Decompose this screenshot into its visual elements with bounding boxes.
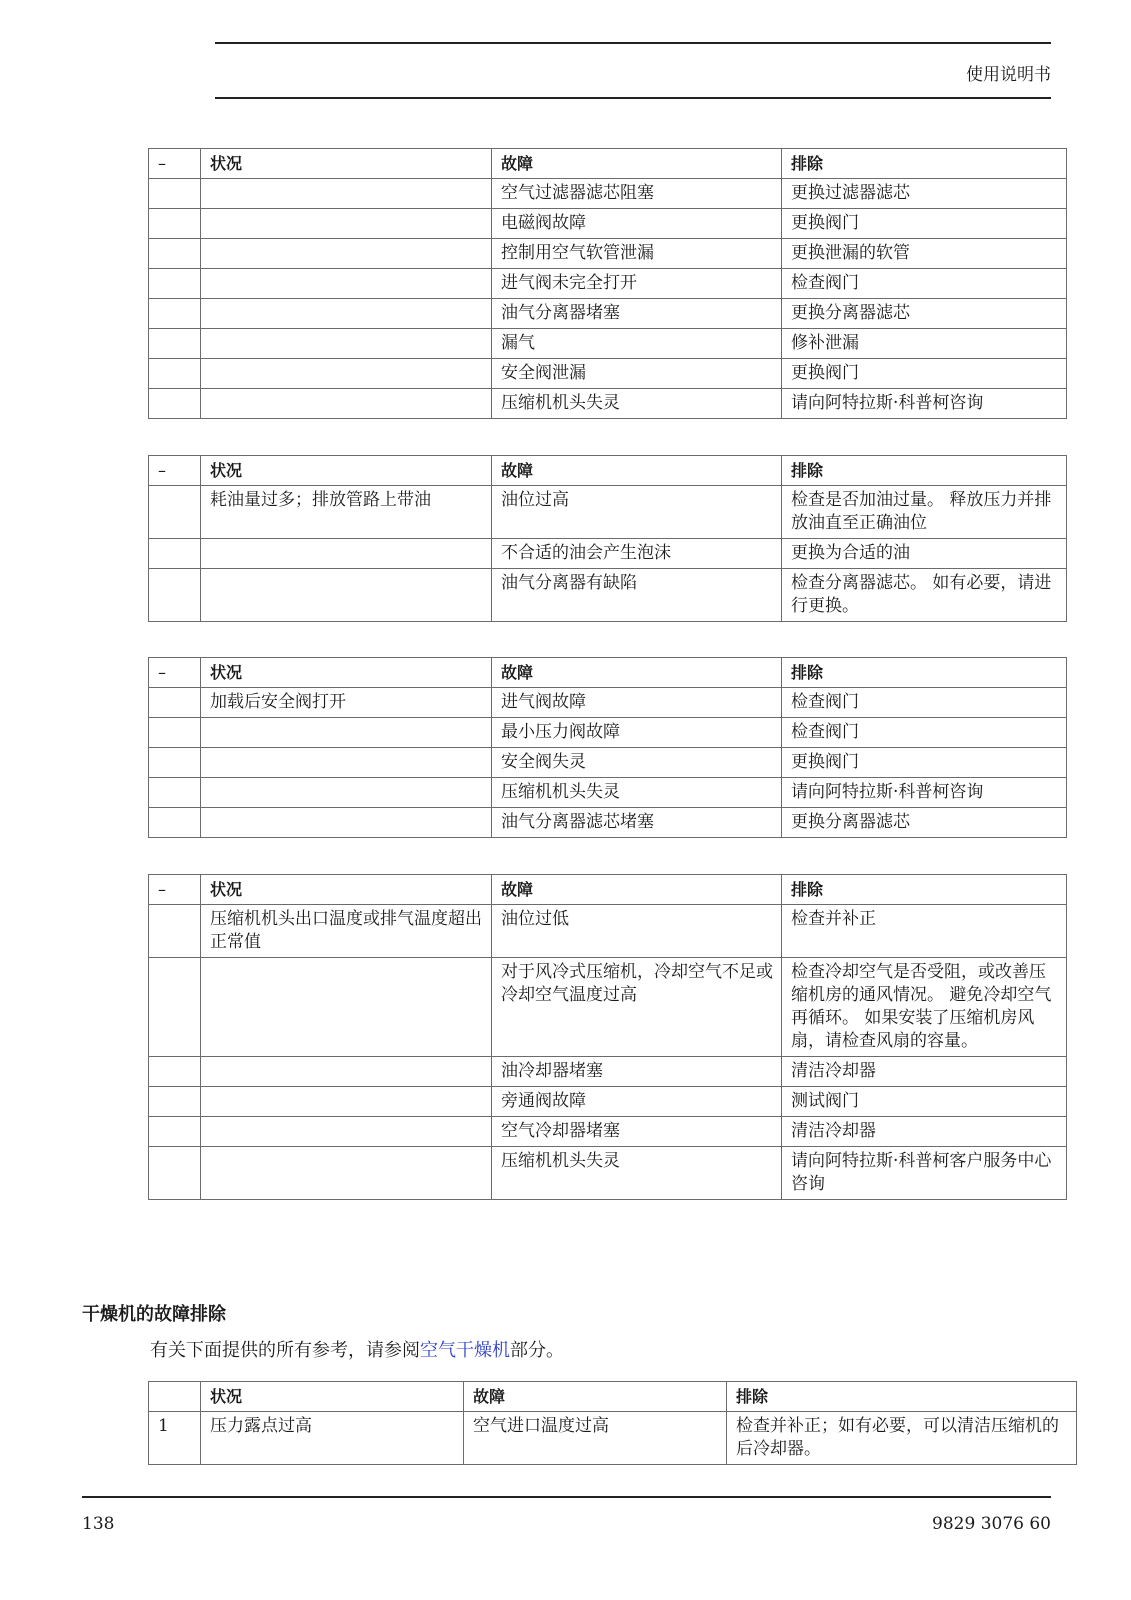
remedy-cell: 更换分离器滤芯 xyxy=(782,299,1067,329)
document-number: 9829 3076 60 xyxy=(932,1514,1051,1534)
column-header: – xyxy=(149,149,201,179)
condition-cell xyxy=(201,1087,492,1117)
intro-text-prefix: 有关下面提供的所有参考，请参阅 xyxy=(150,1340,420,1361)
column-header xyxy=(149,1382,201,1412)
column-header: – xyxy=(149,456,201,486)
condition-cell xyxy=(201,1147,492,1200)
column-header: 状况 xyxy=(201,1382,464,1412)
index-cell: 1 xyxy=(149,1412,201,1465)
index-cell xyxy=(149,688,201,718)
remedy-cell: 更换分离器滤芯 xyxy=(782,808,1067,838)
table-row xyxy=(149,1087,1067,1117)
fault-cell: 旁通阀故障 xyxy=(492,1087,782,1117)
fault-cell: 压缩机机头失灵 xyxy=(492,389,782,419)
remedy-cell: 测试阀门 xyxy=(782,1087,1067,1117)
remedy-cell: 检查冷却空气是否受阻，或改善压缩机房的通风情况。 避免冷却空气再循环。 如果安装了压缩机房风扇，请检查风扇的容量。 xyxy=(782,958,1067,1057)
fault-cell: 安全阀失灵 xyxy=(492,748,782,778)
condition-cell xyxy=(201,389,492,419)
remedy-cell: 检查分离器滤芯。 如有必要，请进行更换。 xyxy=(782,569,1067,622)
fault-cell: 空气冷却器堵塞 xyxy=(492,1117,782,1147)
column-header: 故障 xyxy=(492,875,782,905)
column-header: 状况 xyxy=(201,149,492,179)
remedy-cell: 修补泄漏 xyxy=(782,329,1067,359)
table-header-row xyxy=(149,1382,1077,1412)
index-cell xyxy=(149,905,201,958)
index-cell xyxy=(149,718,201,748)
fault-cell: 不合适的油会产生泡沫 xyxy=(492,539,782,569)
fault-cell: 电磁阀故障 xyxy=(492,209,782,239)
remedy-cell: 检查是否加油过量。 释放压力并排放油直至正确油位 xyxy=(782,486,1067,539)
condition-cell xyxy=(201,299,492,329)
remedy-cell: 检查阀门 xyxy=(782,269,1067,299)
footer-rule xyxy=(82,1496,1051,1498)
index-cell xyxy=(149,239,201,269)
index-cell xyxy=(149,1147,201,1200)
fault-cell: 油位过高 xyxy=(492,486,782,539)
table-row xyxy=(149,1412,1077,1465)
fault-cell: 油气分离器有缺陷 xyxy=(492,569,782,622)
table-header-row xyxy=(149,875,1067,905)
column-header: 排除 xyxy=(782,149,1067,179)
condition-cell xyxy=(201,359,492,389)
condition-cell xyxy=(201,1117,492,1147)
remedy-cell: 请向阿特拉斯·科普柯咨询 xyxy=(782,778,1067,808)
index-cell xyxy=(149,539,201,569)
column-header: 故障 xyxy=(492,149,782,179)
condition-cell xyxy=(201,179,492,209)
page-number: 138 xyxy=(82,1514,115,1534)
table-row xyxy=(149,329,1067,359)
condition-cell: 加载后安全阀打开 xyxy=(201,688,492,718)
remedy-cell: 检查阀门 xyxy=(782,718,1067,748)
column-header: 排除 xyxy=(782,875,1067,905)
condition-cell xyxy=(201,539,492,569)
index-cell xyxy=(149,359,201,389)
remedy-cell: 检查阀门 xyxy=(782,688,1067,718)
remedy-cell: 请向阿特拉斯·科普柯客户服务中心咨询 xyxy=(782,1147,1067,1200)
table-header-row xyxy=(149,658,1067,688)
section-title: 干燥机的故障排除 xyxy=(82,1304,226,1325)
table-row xyxy=(149,808,1067,838)
page-header-title: 使用说明书 xyxy=(966,65,1051,85)
condition-cell xyxy=(201,748,492,778)
index-cell xyxy=(149,269,201,299)
condition-cell xyxy=(201,569,492,622)
fault-cell: 对于风冷式压缩机，冷却空气不足或冷却空气温度过高 xyxy=(492,958,782,1057)
remedy-cell: 更换泄漏的软管 xyxy=(782,239,1067,269)
remedy-cell: 清洁冷却器 xyxy=(782,1057,1067,1087)
column-header: 排除 xyxy=(782,456,1067,486)
table-row xyxy=(149,778,1067,808)
header-rule-top xyxy=(215,42,1051,44)
remedy-cell: 更换阀门 xyxy=(782,359,1067,389)
condition-cell xyxy=(201,778,492,808)
fault-table-1 xyxy=(148,148,1067,419)
index-cell xyxy=(149,958,201,1057)
fault-cell: 油气分离器堵塞 xyxy=(492,299,782,329)
table-row xyxy=(149,569,1067,622)
column-header: 排除 xyxy=(782,658,1067,688)
fault-cell: 安全阀泄漏 xyxy=(492,359,782,389)
section-intro xyxy=(150,1336,564,1362)
condition-cell xyxy=(201,808,492,838)
dryer-section-link[interactable]: 空气干燥机 xyxy=(420,1340,510,1361)
table-row xyxy=(149,269,1067,299)
fault-cell: 漏气 xyxy=(492,329,782,359)
table-row xyxy=(149,718,1067,748)
table-row xyxy=(149,209,1067,239)
index-cell xyxy=(149,486,201,539)
column-header: 状况 xyxy=(201,658,492,688)
condition-cell xyxy=(201,958,492,1057)
table-row xyxy=(149,748,1067,778)
column-header: 排除 xyxy=(727,1382,1077,1412)
index-cell xyxy=(149,329,201,359)
fault-cell: 进气阀未完全打开 xyxy=(492,269,782,299)
fault-table-3 xyxy=(148,657,1067,838)
remedy-cell: 请向阿特拉斯·科普柯咨询 xyxy=(782,389,1067,419)
remedy-cell: 更换阀门 xyxy=(782,748,1067,778)
index-cell xyxy=(149,808,201,838)
table-row xyxy=(149,359,1067,389)
header-rule-bottom xyxy=(215,97,1051,99)
index-cell xyxy=(149,209,201,239)
condition-cell xyxy=(201,269,492,299)
fault-cell: 空气过滤器滤芯阻塞 xyxy=(492,179,782,209)
table-row xyxy=(149,1117,1067,1147)
remedy-cell: 更换过滤器滤芯 xyxy=(782,179,1067,209)
column-header: – xyxy=(149,658,201,688)
index-cell xyxy=(149,569,201,622)
condition-cell xyxy=(201,1057,492,1087)
column-header: 状况 xyxy=(201,875,492,905)
condition-cell xyxy=(201,239,492,269)
remedy-cell: 检查并补正；如有必要，可以清洁压缩机的后冷却器。 xyxy=(727,1412,1077,1465)
fault-cell: 油气分离器滤芯堵塞 xyxy=(492,808,782,838)
index-cell xyxy=(149,299,201,329)
intro-text-suffix: 部分。 xyxy=(510,1340,564,1361)
column-header: 故障 xyxy=(492,658,782,688)
remedy-cell: 清洁冷却器 xyxy=(782,1117,1067,1147)
remedy-cell: 更换阀门 xyxy=(782,209,1067,239)
fault-cell: 压缩机机头失灵 xyxy=(492,1147,782,1200)
condition-cell xyxy=(201,329,492,359)
table-row xyxy=(149,905,1067,958)
index-cell xyxy=(149,1087,201,1117)
column-header: 状况 xyxy=(201,456,492,486)
table-row xyxy=(149,1057,1067,1087)
index-cell xyxy=(149,1057,201,1087)
condition-cell xyxy=(201,209,492,239)
table-row xyxy=(149,1147,1067,1200)
remedy-cell: 检查并补正 xyxy=(782,905,1067,958)
table-header-row xyxy=(149,456,1067,486)
column-header: 故障 xyxy=(464,1382,727,1412)
fault-cell: 进气阀故障 xyxy=(492,688,782,718)
remedy-cell: 更换为合适的油 xyxy=(782,539,1067,569)
index-cell xyxy=(149,748,201,778)
fault-cell: 最小压力阀故障 xyxy=(492,718,782,748)
table-row xyxy=(149,389,1067,419)
condition-cell xyxy=(201,718,492,748)
fault-cell: 空气进口温度过高 xyxy=(464,1412,727,1465)
table-row xyxy=(149,539,1067,569)
table-row xyxy=(149,179,1067,209)
dryer-fault-table xyxy=(148,1381,1077,1465)
condition-cell: 压缩机机头出口温度或排气温度超出正常值 xyxy=(201,905,492,958)
table-row xyxy=(149,239,1067,269)
table-row xyxy=(149,958,1067,1057)
fault-cell: 油冷却器堵塞 xyxy=(492,1057,782,1087)
condition-cell: 压力露点过高 xyxy=(201,1412,464,1465)
fault-table-2 xyxy=(148,455,1067,622)
table-row xyxy=(149,486,1067,539)
column-header: 故障 xyxy=(492,456,782,486)
index-cell xyxy=(149,778,201,808)
index-cell xyxy=(149,1117,201,1147)
index-cell xyxy=(149,389,201,419)
table-row xyxy=(149,299,1067,329)
fault-cell: 油位过低 xyxy=(492,905,782,958)
fault-cell: 控制用空气软管泄漏 xyxy=(492,239,782,269)
condition-cell: 耗油量过多；排放管路上带油 xyxy=(201,486,492,539)
index-cell xyxy=(149,179,201,209)
table-header-row xyxy=(149,149,1067,179)
fault-table-4 xyxy=(148,874,1067,1200)
column-header: – xyxy=(149,875,201,905)
table-row xyxy=(149,688,1067,718)
fault-cell: 压缩机机头失灵 xyxy=(492,778,782,808)
